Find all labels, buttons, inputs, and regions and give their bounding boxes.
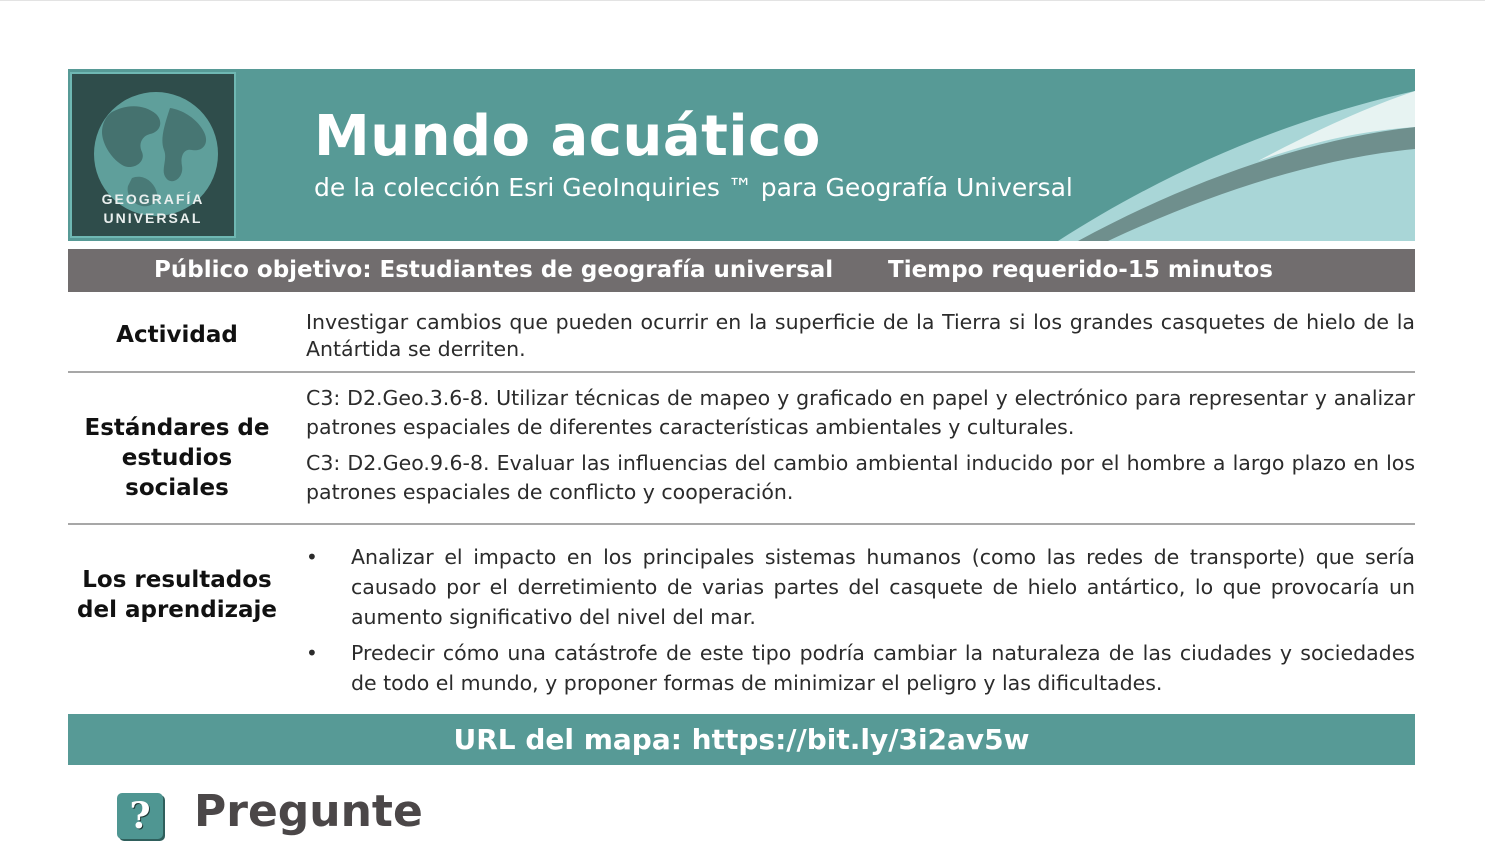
bullet-icon: • bbox=[306, 545, 318, 569]
audience-text: Público objetivo: Estudiantes de geografía universal bbox=[154, 257, 834, 283]
logo-text-line2: UNIVERSAL bbox=[103, 210, 203, 226]
bullet-icon: • bbox=[306, 641, 318, 665]
map-url-bar[interactable]: URL del mapa: https://bit.ly/3i2av5w bbox=[68, 714, 1415, 765]
question-icon-glyph: ? bbox=[129, 795, 151, 837]
page-title: Mundo acuático bbox=[314, 104, 821, 169]
standards-item-2: C3: D2.Geo.9.6-8. Evaluar las influencias del cambio ambiental inducido por el hombre a largo plazo en los patrones espaciales de conflicto y cooperación. bbox=[306, 451, 1415, 504]
info-bar bbox=[68, 249, 1415, 292]
outcomes-label-line1: Los resultados bbox=[82, 567, 272, 593]
outcome-text: Analizar el impacto en los principales sistemas humanos (como las redes de transporte) que sería causado por el derretimiento de varias partes del casquete de hielo antártico, lo que provocaría un aumento significativo del nivel del mar. bbox=[351, 545, 1415, 629]
page-top-rule bbox=[0, 0, 1485, 1]
logo-text-line1: GEOGRAFÍA bbox=[101, 191, 205, 207]
row-divider bbox=[68, 523, 1415, 525]
section-title-ask: Pregunte bbox=[194, 786, 423, 837]
standards-label bbox=[70, 413, 284, 503]
question-icon bbox=[117, 793, 163, 839]
list-item bbox=[306, 638, 1415, 698]
outcomes-label bbox=[70, 565, 284, 625]
standards-item-1: C3: D2.Geo.3.6-8. Utilizar técnicas de mapeo y graficado en papel y electrónico para representar y analizar patrones espaciales de diferentes características ambientales y culturales. bbox=[306, 386, 1415, 439]
standards-label-line2: estudios sociales bbox=[121, 445, 233, 501]
standards-label-line1: Estándares de bbox=[84, 415, 270, 441]
outcomes-list bbox=[306, 542, 1415, 704]
page-subtitle: de la colección Esri GeoInquiries ™ para Geografía Universal bbox=[314, 173, 1073, 202]
geography-logo bbox=[70, 72, 236, 238]
time-required-text: Tiempo requerido-15 minutos bbox=[888, 257, 1273, 283]
row-divider bbox=[68, 371, 1415, 373]
outcome-text: Predecir cómo una catástrofe de este tipo podría cambiar la naturaleza de las ciudades y sociedades de todo el mundo, y proponer formas de minimizar el peligro y las dificultades. bbox=[351, 641, 1415, 695]
activity-text: Investigar cambios que pueden ocurrir en la superficie de la Tierra si los grandes casquetes de hielo de la Antártida se derriten. bbox=[306, 310, 1415, 361]
list-item bbox=[306, 542, 1415, 632]
outcomes-label-line2: del aprendizaje bbox=[77, 597, 277, 623]
activity-label: Actividad bbox=[116, 322, 238, 348]
